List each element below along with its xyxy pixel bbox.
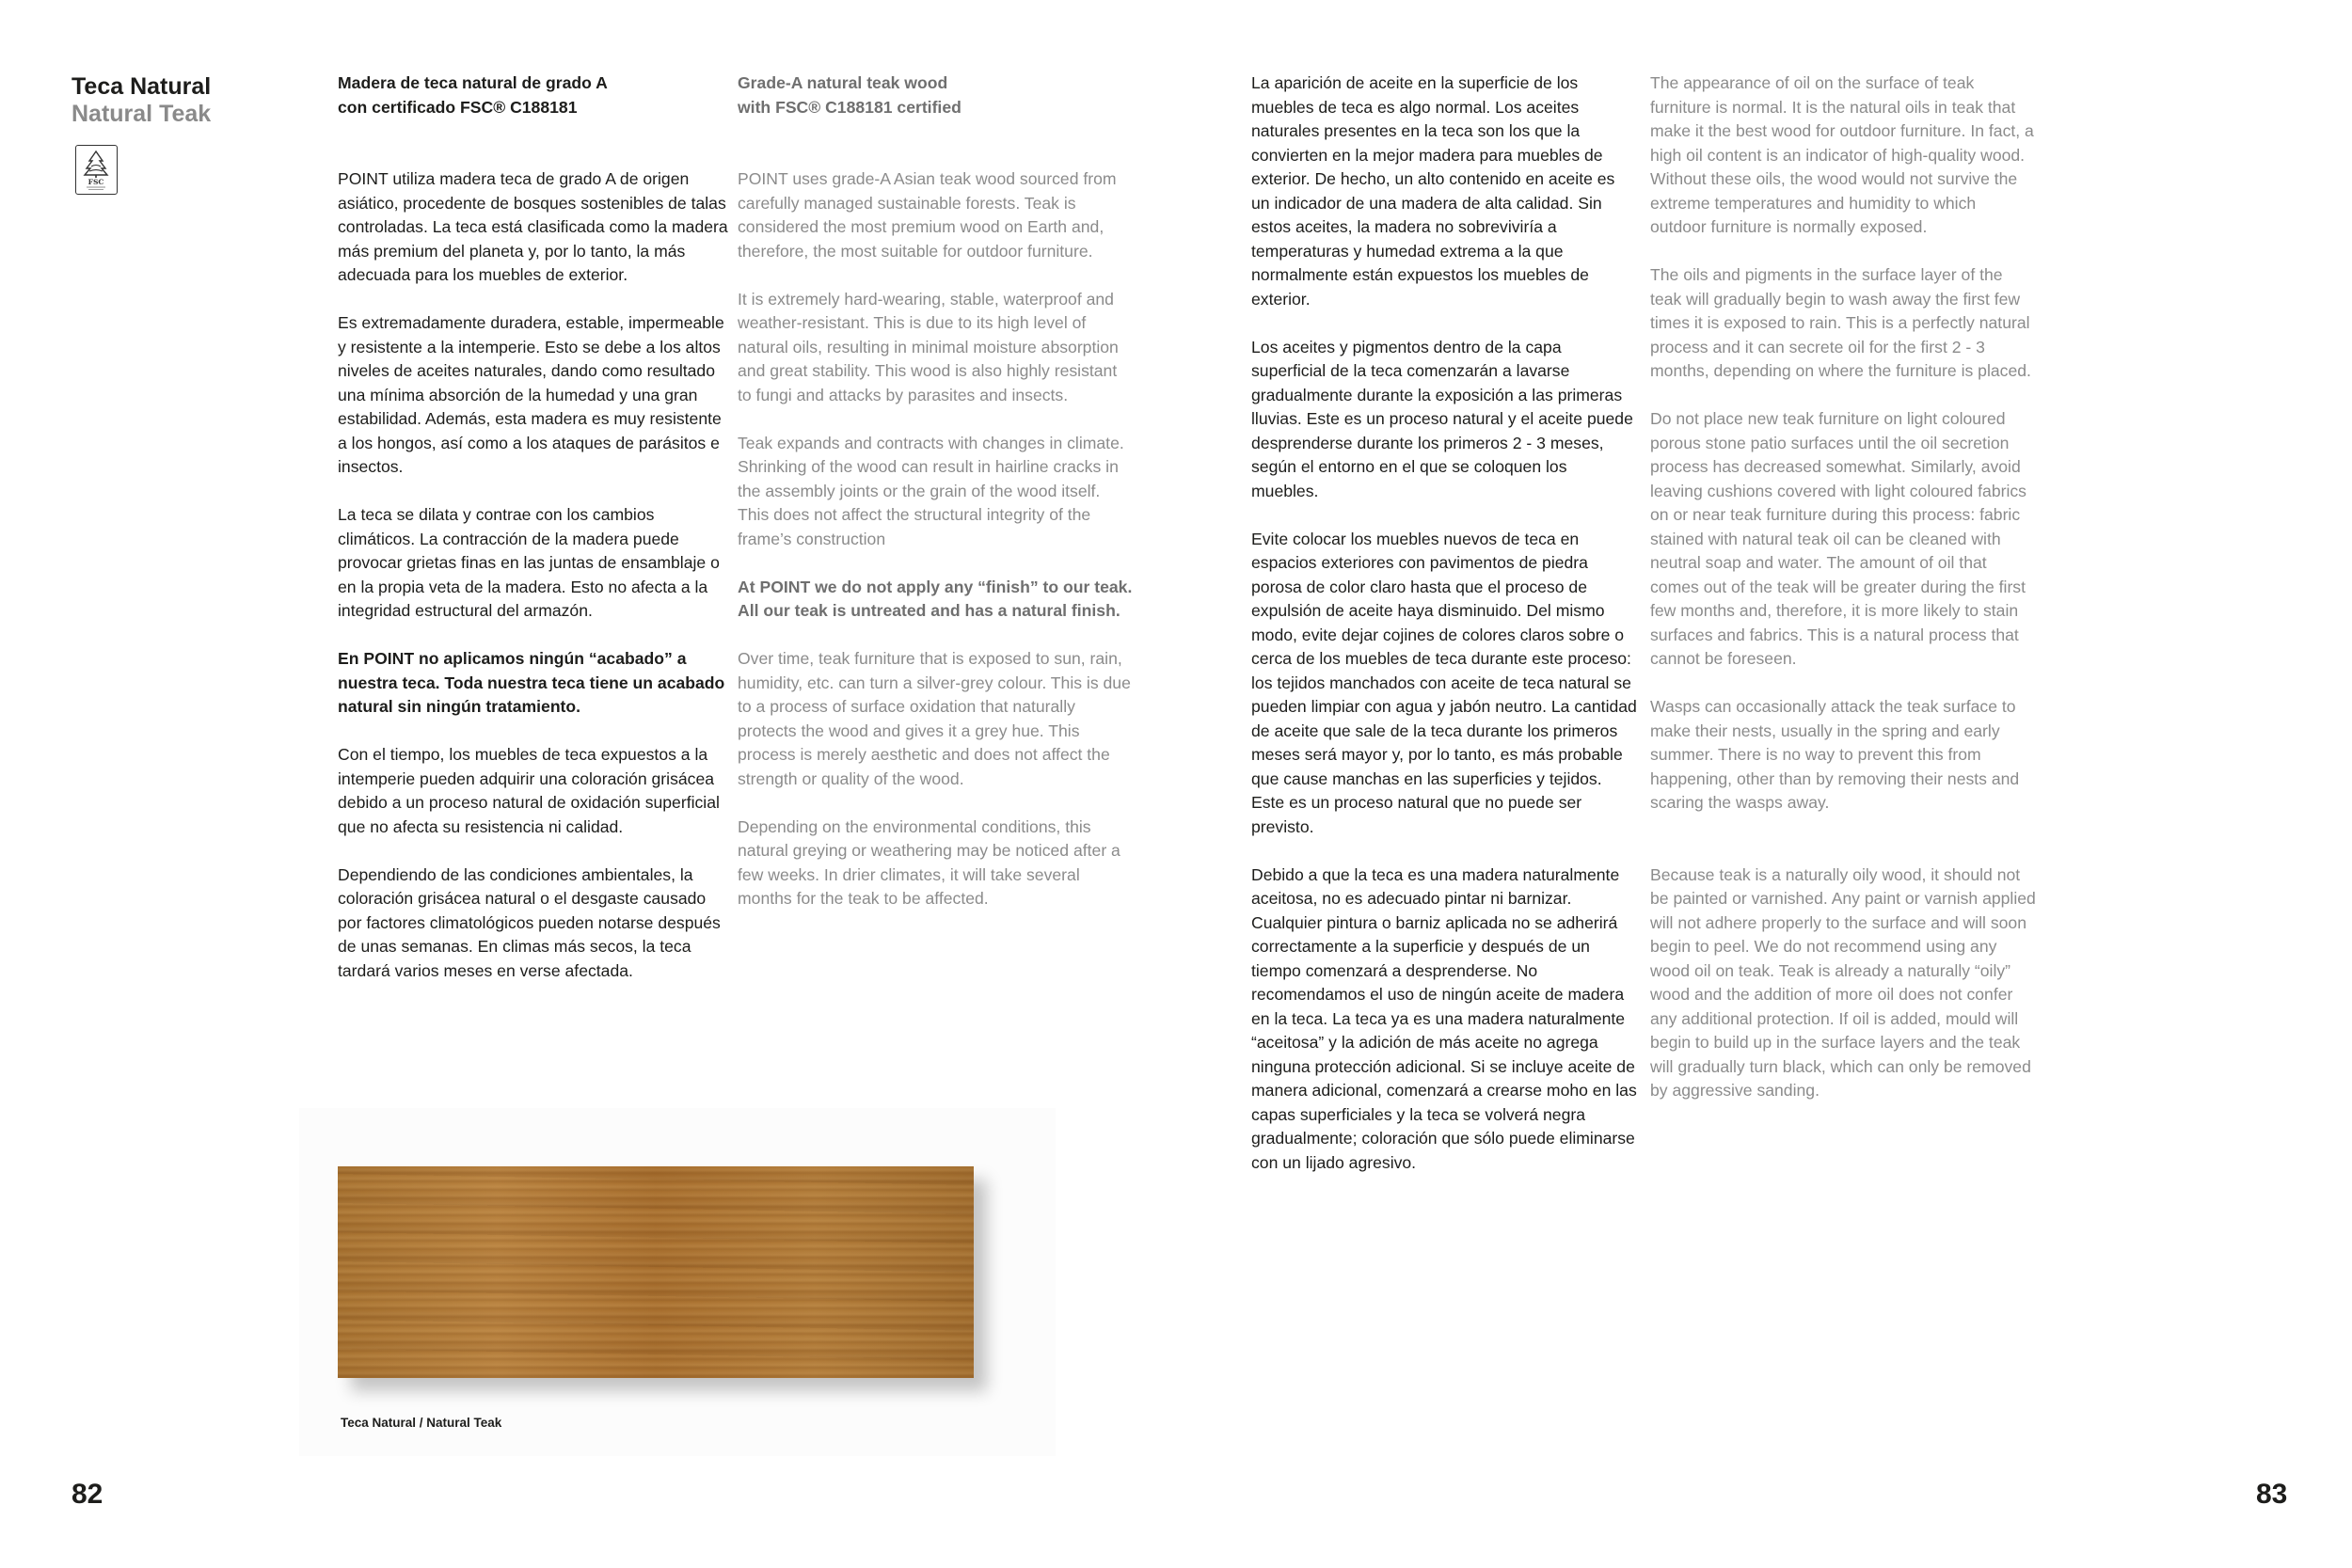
page-title-en: Natural Teak xyxy=(72,101,212,127)
paragraph: POINT utiliza madera teca de grado A de origen asiático, procedente de bosques sostenibles de talas controladas. La teca está clasificada como la madera más premium del planeta y, por lo tanto, la más adecuada para los muebles de exterior. xyxy=(338,169,728,284)
paragraph: Do not place new teak furniture on light coloured porous stone patio surfaces until the oil secretion process has decreased somewhat. Similarly, avoid leaving cushions covered with light coloured fabrics on or near teak furniture during this process: fabric stained with natural teak oil can be cleaned with neutral soap and water. The amount of oil that comes out of the teak will be greater during the first few months and, therefore, it is more likely to stain surfaces and fabrics. This is a natural process that cannot be foreseen. xyxy=(1650,409,2026,668)
fsc-logo-icon xyxy=(75,145,118,195)
text-column-es-left xyxy=(338,71,733,1007)
page-title-es: Teca Natural xyxy=(72,73,212,100)
text-column-en-left xyxy=(738,71,1133,935)
paragraph: Depending on the environmental conditions, this natural greying or weathering may be noticed after a few weeks. In drier climates, it will take several months for the teak to be affected. xyxy=(738,816,1120,908)
paragraph: Debido a que la teca es una madera naturalmente aceitosa, no es adecuado pintar ni barnizar. Cualquier pintura o barniz aplicada no se adherirá correctamente a la superficie y después de un tiempo comenzará a desprenderse. No recomendamos el uso de ningún aceite de madera en la teca. La teca ya es una madera naturalmente “aceitosa” y la adición de más aceite no agrega ninguna protección adicional. Si se incluye aceite de manera adicional, comenzará a crearse moho en las capas superficiales y la teca se volverá negra gradualmente; coloración que sólo puede eliminarse con un lijado agresivo. xyxy=(1251,864,1637,1172)
subtitle-line: con certificado FSC® C188181 xyxy=(338,97,578,117)
paragraph: It is extremely hard-wearing, stable, waterproof and weather-resistant. This is due to its high level of natural oils, resulting in minimal moisture absorption and great stability. This wood is also highly resistant to fungi and attacks by parasites and insects. xyxy=(738,289,1119,404)
paragraph: The appearance of oil on the surface of teak furniture is normal. It is the natural oils in teak that make it the best wood for outdoor furniture. In fact, a high oil content is an indicator of high-quality wood. Without these oils, the wood would not survive the extreme temperatures and humidity to which outdoor furniture is normally exposed. xyxy=(1650,73,2034,236)
paragraph: La teca se dilata y contrae con los cambios climáticos. La contracción de la madera puede provocar grietas finas en las juntas de ensamblaje o en la propia veta de la madera. Esto no afecta a la integridad estructural del armazón. xyxy=(338,505,720,620)
teak-wood-sample-image xyxy=(338,1166,974,1378)
text-column-en-right xyxy=(1650,71,2036,1127)
image-caption: Teca Natural / Natural Teak xyxy=(341,1416,502,1430)
paragraph: Wasps can occasionally attack the teak surface to make their nests, usually in the spring and early summer. There is no way to prevent this from happening, other than by removing their nests and scaring the wasps away. xyxy=(1650,697,2020,812)
subtitle-line: Madera de teca natural de grado A xyxy=(338,73,608,92)
fsc-logo-text: FSC xyxy=(87,178,104,186)
paragraph: Evite colocar los muebles nuevos de teca en espacios exteriores con pavimentos de piedra porosa de color claro hasta que el proceso de expulsión de aceite haya disminuido. Del mismo modo, evite dejar cojines de colores claros sobre o cerca de los muebles de teca durante este proceso: los tejidos manchados con aceite de teca natural se pueden limpiar con agua y jabón neutro. La cantidad de aceite que sale de la teca durante los primeros meses será mayor y, por lo tanto, es más probable que cause manchas en las superficies y tejidos. Este es un proceso natural que no puede ser previsto. xyxy=(1251,529,1637,836)
paragraph: Over time, teak furniture that is exposed to sun, rain, humidity, etc. can turn a silver-grey colour. This is due to a process of surface oxidation that naturally protects the wood and gives it a grey hue. This process is merely aesthetic and does not affect the strength or quality of the wood. xyxy=(738,649,1131,788)
paragraph-emphasis: At POINT we do not apply any “finish” to our teak. All our teak is untreated and has a natural finish. xyxy=(738,577,1133,620)
paragraph: POINT uses grade-A Asian teak wood sourced from carefully managed sustainable forests. Teak is considered the most premium wood on Earth and, therefore, the most suitable for outdoor furniture. xyxy=(738,169,1117,261)
text-column-es-right xyxy=(1251,71,1637,1199)
paragraph: La aparición de aceite en la superficie de los muebles de teca es algo normal. Los aceites naturales presentes en la teca son los que la convierten en la mejor madera para muebles de exterior. De hecho, un alto contenido en aceite es un indicador de una madera de alta calidad. Sin estos aceites, la madera no sobreviviría a temperaturas y humedad extrema a la que normalmente están expuestos los muebles de exterior. xyxy=(1251,73,1615,309)
subtitle-line: Grade-A natural teak wood xyxy=(738,73,948,92)
paragraph: The oils and pigments in the surface layer of the teak will gradually begin to wash away the first few times it is exposed to rain. This is a perfectly natural process and it can secrete oil for the first 2 - 3 months, depending on where the furniture is placed. xyxy=(1650,265,2031,380)
paragraph: Because teak is a naturally oily wood, it should not be painted or varnished. Any paint or varnish applied will not adhere properly to the surface and will soon begin to peel. We do not recommend using any wood oil on teak. Teak is already a naturally “oily” wood and the addition of more oil does not confer any additional protection. If oil is added, mould will begin to build up in the surface layers and the teak will gradually turn black, which can only be removed by aggressive sanding. xyxy=(1650,864,2036,1100)
paragraph: Es extremadamente duradera, estable, impermeable y resistente a la intemperie. Esto se debe a los altos niveles de aceites naturales, dando como resultado una mínima absorción de la humedad y una gran estabilidad. Además, esta madera es muy resistente a los hongos, así como a los ataques de parásitos e insectos. xyxy=(338,313,724,476)
paragraph-emphasis: En POINT no aplicamos ningún “acabado” a nuestra teca. Toda nuestra teca tiene un acabado natural sin ningún tratamiento. xyxy=(338,649,725,716)
paragraph: Los aceites y pigmentos dentro de la capa superficial de la teca comenzarán a lavarse gradualmente durante la exposición a las primeras lluvias. Este es un proceso natural y el aceite puede desprenderse durante los primeros 2 - 3 meses, según el entorno en el que se coloquen los muebles. xyxy=(1251,337,1633,500)
paragraph: Teak expands and contracts with changes in climate. Shrinking of the wood can result in hairline cracks in the assembly joints or the grain of the wood itself. This does not affect the structural integrity of the frame’s construction xyxy=(738,433,1124,548)
page-number-right: 83 xyxy=(2256,1479,2288,1510)
subtitle-line: with FSC® C188181 certified xyxy=(738,97,961,117)
paragraph: Con el tiempo, los muebles de teca expuestos a la intemperie pueden adquirir una coloración grisácea debido a un proceso natural de oxidación superficial que no afecta su resistencia ni calidad. xyxy=(338,745,720,836)
paragraph: Dependiendo de las condiciones ambientales, la coloración grisácea natural o el desgaste causado por factores climatológicos pueden notarse después de unas semanas. En climas más secos, la teca tardará varios meses en verse afectada. xyxy=(338,864,721,980)
page-number-left: 82 xyxy=(72,1479,103,1510)
